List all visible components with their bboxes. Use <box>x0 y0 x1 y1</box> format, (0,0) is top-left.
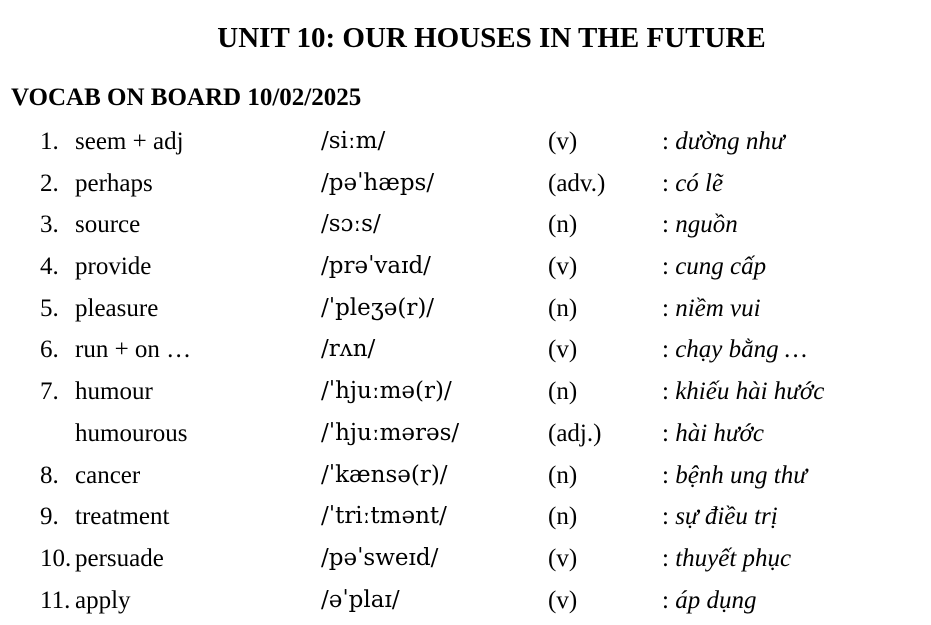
meaning: : hài hước <box>662 419 764 447</box>
pronunciation: /rʌn/ <box>321 336 376 363</box>
item-number: 7. <box>40 378 59 406</box>
part-of-speech: (v) <box>548 586 578 614</box>
vocab-row <box>0 288 931 330</box>
vocab-word: persuade <box>75 544 164 572</box>
part-of-speech: (adv.) <box>548 169 606 197</box>
meaning-text: khiếu hài hước <box>675 378 825 406</box>
meaning: : bệnh ung thư <box>662 461 807 489</box>
vocab-word: run + on … <box>75 336 192 364</box>
vocab-row <box>0 163 931 205</box>
vocab-row <box>0 413 931 455</box>
meaning: : có lẽ <box>662 169 724 197</box>
item-number: 5. <box>40 294 59 322</box>
item-number: 4. <box>40 253 59 281</box>
vocab-list <box>0 121 931 621</box>
meaning-text: thuyết phục <box>675 544 792 572</box>
pronunciation: /ˈhjuːmə(r)/ <box>321 378 452 405</box>
vocab-row <box>0 496 931 538</box>
vocab-word: treatment <box>75 503 170 531</box>
vocab-row <box>0 371 931 413</box>
vocab-heading: VOCAB ON BOARD 10/02/2025 <box>11 84 362 111</box>
pronunciation: /prəˈvaɪd/ <box>321 253 431 280</box>
item-number: 10. <box>40 544 72 572</box>
page-title: UNIT 10: OUR HOUSES IN THE FUTURE <box>217 22 766 54</box>
item-number: 3. <box>40 211 59 239</box>
pronunciation: /əˈplaɪ/ <box>321 586 400 613</box>
meaning-text: chạy bằng … <box>675 336 808 364</box>
vocab-row <box>0 204 931 246</box>
vocab-word: perhaps <box>75 169 153 197</box>
part-of-speech: (v) <box>548 544 578 572</box>
pronunciation: /ˈhjuːmərəs/ <box>321 419 460 446</box>
part-of-speech: (n) <box>548 378 578 406</box>
item-number: 8. <box>40 461 59 489</box>
vocab-row <box>0 580 931 622</box>
part-of-speech: (n) <box>548 294 578 322</box>
meaning: : nguồn <box>662 211 738 239</box>
part-of-speech: (n) <box>548 503 578 531</box>
meaning: : áp dụng <box>662 586 757 614</box>
part-of-speech: (v) <box>548 336 578 364</box>
vocab-word: humour <box>75 378 153 406</box>
meaning-text: bệnh ung thư <box>675 461 807 489</box>
meaning-text: có lẽ <box>675 169 724 197</box>
item-number: 9. <box>40 503 59 531</box>
meaning: : sự điều trị <box>662 503 778 531</box>
vocab-word: pleasure <box>75 294 159 322</box>
item-number: 6. <box>40 336 59 364</box>
item-number: 11. <box>40 586 71 614</box>
pronunciation: /ˈpleʒə(r)/ <box>321 294 435 321</box>
pronunciation: /sɔːs/ <box>321 211 381 238</box>
vocab-word: humourous <box>75 419 188 447</box>
meaning: : khiếu hài hước <box>662 378 825 406</box>
vocab-word: seem + adj <box>75 128 184 155</box>
meaning: : cung cấp <box>662 253 767 281</box>
pronunciation: /ˈkænsə(r)/ <box>321 461 448 488</box>
meaning: : dường như <box>662 128 785 155</box>
pronunciation: /ˈtriːtmənt/ <box>321 503 447 530</box>
part-of-speech: (n) <box>548 461 578 489</box>
meaning: : chạy bằng … <box>662 336 808 364</box>
vocab-word: apply <box>75 586 131 614</box>
meaning-text: niềm vui <box>675 294 761 322</box>
vocab-word: cancer <box>75 461 141 489</box>
meaning: : thuyết phục <box>662 544 792 572</box>
part-of-speech: (v) <box>548 128 578 155</box>
pronunciation: /siːm/ <box>321 128 386 154</box>
meaning-text: hài hước <box>675 419 764 447</box>
pronunciation: /pəˈhæps/ <box>321 169 435 196</box>
part-of-speech: (adj.) <box>548 419 602 447</box>
item-number: 2. <box>40 169 59 197</box>
vocab-row <box>0 329 931 371</box>
part-of-speech: (n) <box>548 211 578 239</box>
vocab-row <box>0 455 931 497</box>
vocab-row <box>0 538 931 580</box>
meaning-text: cung cấp <box>675 253 767 281</box>
meaning: : niềm vui <box>662 294 761 322</box>
meaning-text: dường như <box>675 128 785 155</box>
meaning-text: áp dụng <box>675 586 757 614</box>
vocab-row <box>0 246 931 288</box>
vocab-word: source <box>75 211 141 239</box>
vocab-word: provide <box>75 253 152 281</box>
item-number: 1. <box>40 128 59 155</box>
meaning-text: nguồn <box>675 211 738 239</box>
vocab-row <box>0 121 931 163</box>
part-of-speech: (v) <box>548 253 578 281</box>
meaning-text: sự điều trị <box>675 503 778 531</box>
pronunciation: /pəˈsweɪd/ <box>321 544 439 571</box>
